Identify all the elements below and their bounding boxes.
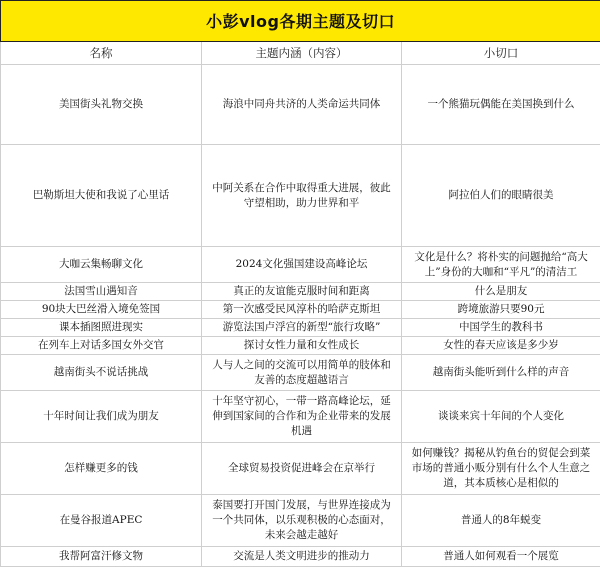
cell-name: 怎样赚更多的钱	[1, 443, 202, 495]
cell-name: 在列车上对话多国女外交官	[1, 337, 202, 355]
table-row	[1, 301, 600, 319]
cell-name: 90块大巴丝滑入境免签国	[1, 301, 202, 319]
cell-angle: 女性的春天应该是多少岁	[402, 337, 600, 355]
cell-content: 海浪中同舟共济的人类命运共同体	[202, 65, 402, 145]
cell-name: 越南街头不说话挑战	[1, 355, 202, 391]
table-row	[1, 495, 600, 547]
cell-content: 游览法国卢浮宫的新型“旅行攻略”	[202, 319, 402, 337]
header-name: 名称	[1, 42, 202, 65]
header-content: 主题内涵（内容）	[202, 42, 402, 65]
header-angle: 小切口	[402, 42, 600, 65]
cell-angle: 文化是什么？将朴实的问题抛给“高大上”身份的大咖和“平凡”的清洁工	[402, 247, 600, 283]
table-title: 小彭vlog各期主题及切口	[1, 1, 600, 42]
header-row	[1, 42, 600, 65]
cell-name: 课本插图照进现实	[1, 319, 202, 337]
cell-content: 十年坚守初心，一带一路高峰论坛，延伸到国家间的合作和为企业带来的发展机遇	[202, 391, 402, 443]
cell-angle: 谈谈来宾十年间的个人变化	[402, 391, 600, 443]
cell-name: 在曼谷报道APEC	[1, 495, 202, 547]
table-row	[1, 145, 600, 247]
cell-content: 泰国要打开国门发展，与世界连接成为一个共同体，以乐观积极的心态面对，未来会越走越好	[202, 495, 402, 547]
cell-angle: 一个熊猫玩偶能在美国换到什么	[402, 65, 600, 145]
cell-angle: 中国学生的教科书	[402, 319, 600, 337]
cell-name: 法国雪山遇知音	[1, 283, 202, 301]
cell-name: 美国街头礼物交换	[1, 65, 202, 145]
table-row	[1, 337, 600, 355]
cell-angle: 如何赚钱？揭秘从钓鱼台的贸促会到菜市场的普通小贩分别有什么个人生意之道，其本质核心是相似的	[402, 443, 600, 495]
cell-angle: 阿拉伯人们的眼睛很美	[402, 145, 600, 247]
cell-angle: 什么是朋友	[402, 283, 600, 301]
table-row	[1, 319, 600, 337]
cell-angle: 跨境旅游只要90元	[402, 301, 600, 319]
cell-content: 2024文化强国建设高峰论坛	[202, 247, 402, 283]
table-row	[1, 355, 600, 391]
cell-content: 探讨女性力量和女性成长	[202, 337, 402, 355]
cell-angle: 普通人如何观看一个展览	[402, 547, 600, 567]
cell-name: 大咖云集畅聊文化	[1, 247, 202, 283]
cell-content: 第一次感受民风淳朴的哈萨克斯坦	[202, 301, 402, 319]
cell-angle: 越南街头能听到什么样的声音	[402, 355, 600, 391]
cell-content: 真正的友谊能克服时间和距离	[202, 283, 402, 301]
cell-angle: 普通人的8年蜕变	[402, 495, 600, 547]
cell-name: 巴勒斯坦大使和我说了心里话	[1, 145, 202, 247]
table-row	[1, 247, 600, 283]
table-row	[1, 443, 600, 495]
cell-content: 全球贸易投资促进峰会在京举行	[202, 443, 402, 495]
table-row	[1, 391, 600, 443]
table-row	[1, 65, 600, 145]
cell-content: 交流是人类文明进步的推动力	[202, 547, 402, 567]
table-row	[1, 283, 600, 301]
cell-name: 十年时间让我们成为朋友	[1, 391, 202, 443]
cell-name: 我帮阿富汗修文物	[1, 547, 202, 567]
cell-content: 人与人之间的交流可以用简单的肢体和友善的态度超越语言	[202, 355, 402, 391]
cell-content: 中阿关系在合作中取得重大进展，彼此守望相助，助力世界和平	[202, 145, 402, 247]
